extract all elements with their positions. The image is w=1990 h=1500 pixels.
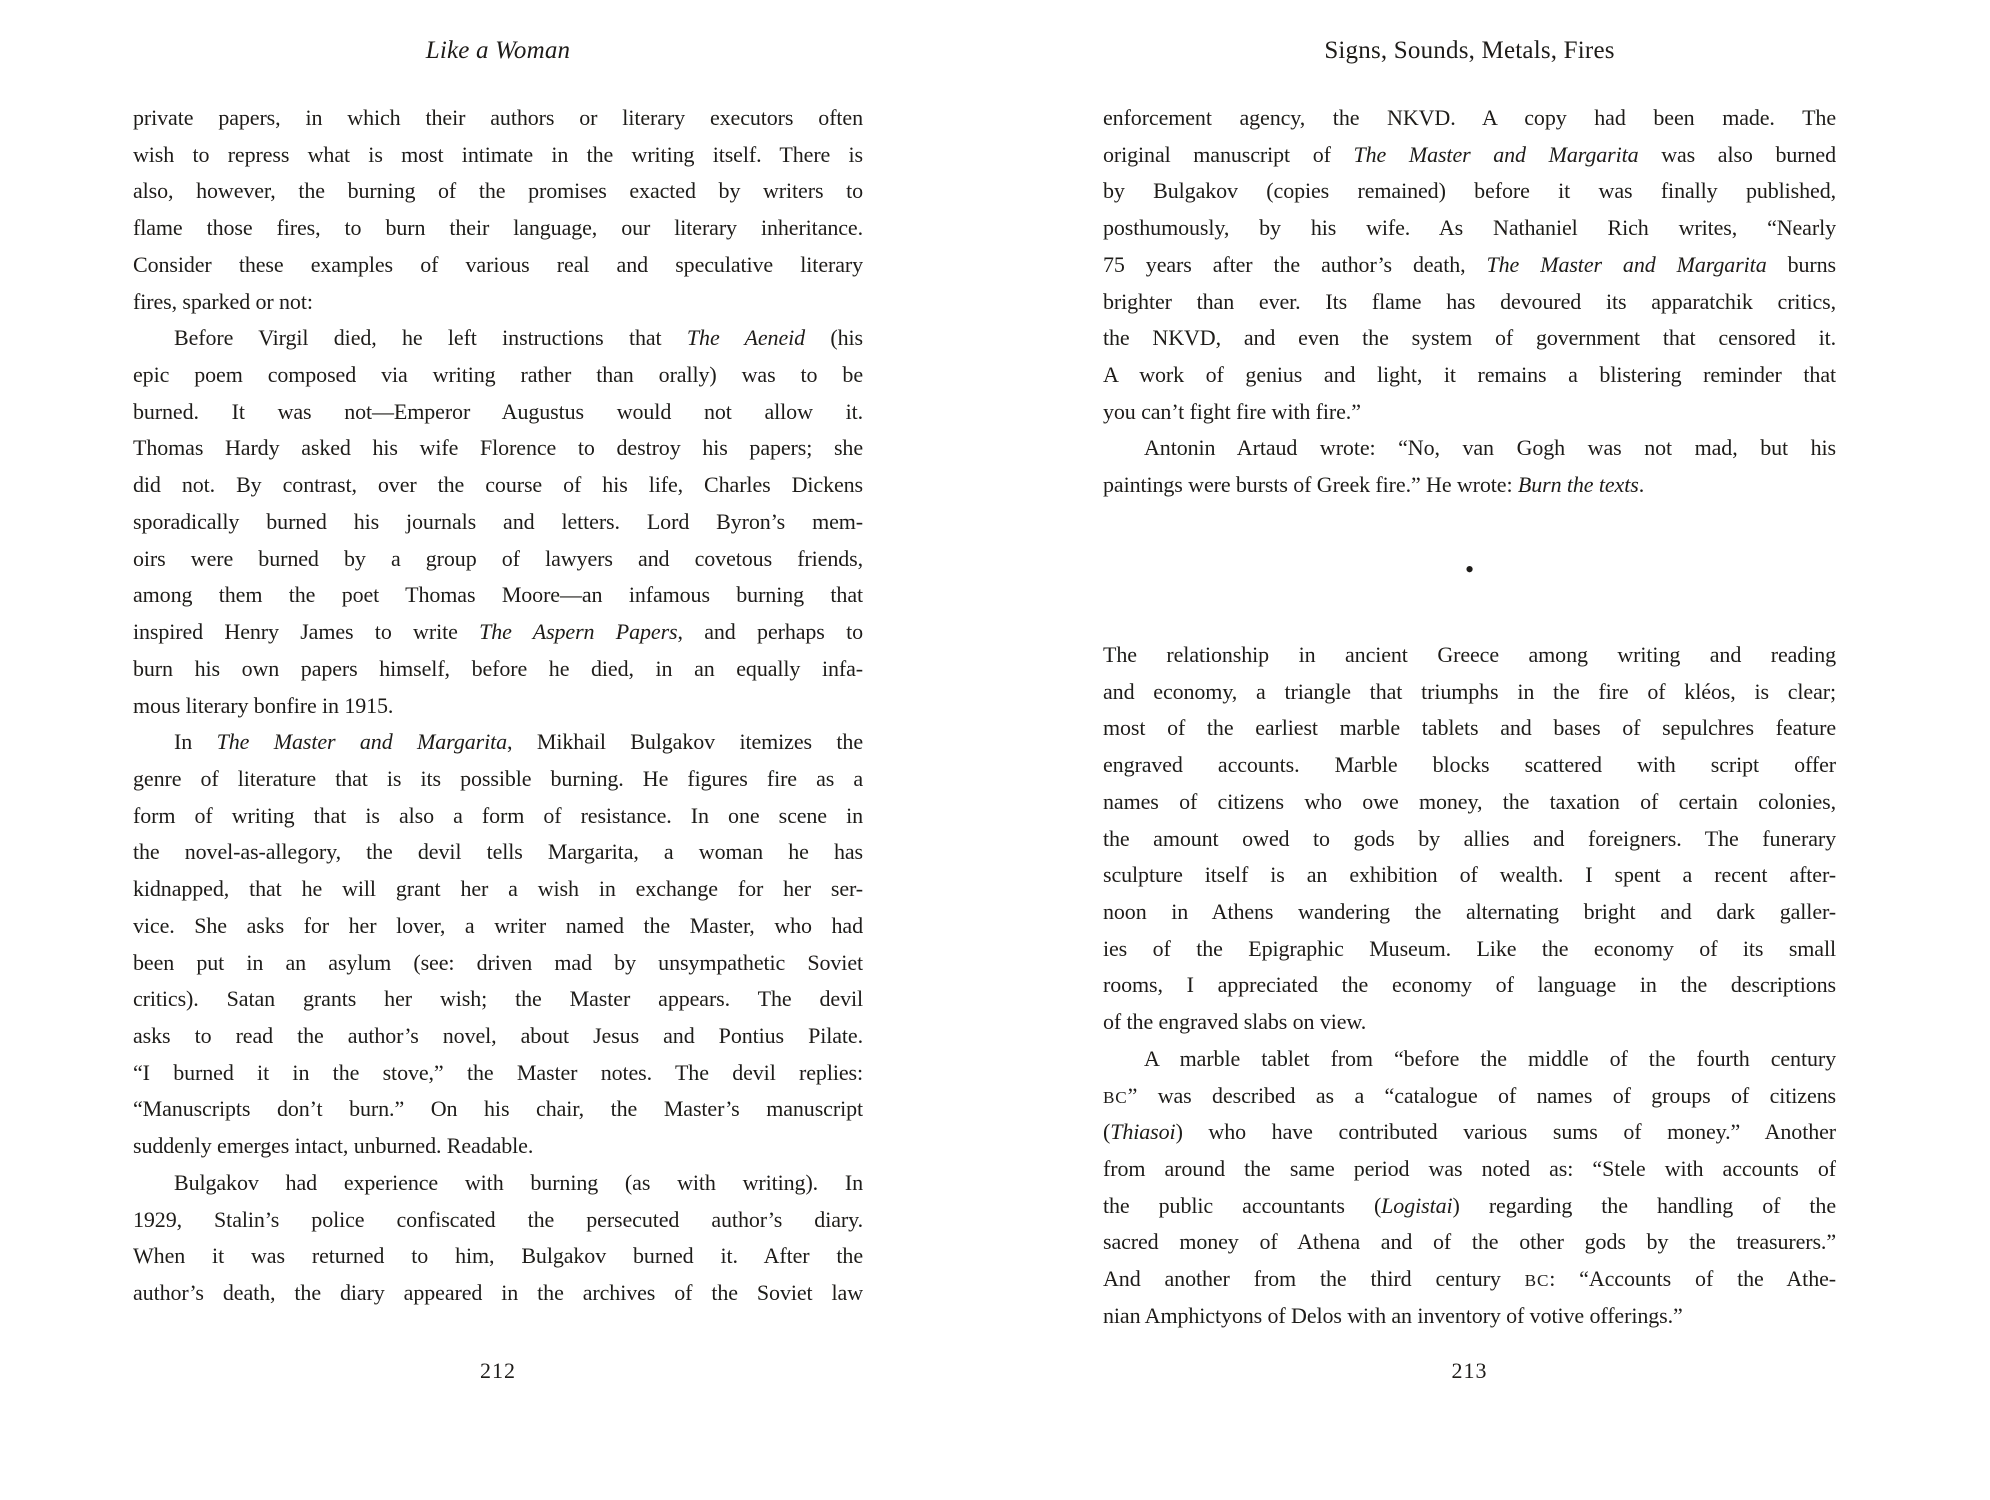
text-line: asks to read the author’s novel, about Jesus and Pontius Pilate.: [133, 1022, 863, 1048]
text-line: fires, sparked or not:: [133, 288, 313, 314]
paragraph: [1103, 637, 1836, 1041]
section-break-bullet: •: [1464, 555, 1474, 585]
text-line: burn his own papers himself, before he died, in an equally infa-: [133, 655, 863, 681]
right-page: [995, 0, 1990, 1500]
text-line: sculpture itself is an exhibition of wealth. I spent a recent after-: [1103, 862, 1836, 888]
text-line: 1929, Stalin’s police confiscated the persecuted author’s diary.: [133, 1206, 863, 1232]
text-line: “I burned it in the stove,” the Master notes. The devil replies:: [133, 1059, 863, 1085]
paragraph: [133, 724, 863, 1165]
paragraph: [1103, 430, 1836, 503]
text-line: oirs were burned by a group of lawyers and covetous friends,: [133, 545, 863, 571]
text-line: genre of literature that is its possible burning. He figures fire as a: [133, 765, 863, 791]
text-line: Before Virgil died, he left instructions that The Aeneid (his: [174, 325, 863, 351]
text-line: (Thiasoi) who have contributed various sums of money.” Another: [1103, 1119, 1836, 1145]
right-page-section-2: [1103, 637, 1836, 1335]
page-number-left: 212: [480, 1358, 516, 1383]
paragraph: [133, 100, 863, 320]
text-line: noon in Athens wandering the alternating bright and dark galler-: [1103, 898, 1836, 924]
text-line: The relationship in ancient Greece among writing and reading: [1103, 641, 1836, 667]
text-line: engraved accounts. Marble blocks scattered with script offer: [1103, 752, 1836, 778]
text-line: the novel-as-allegory, the devil tells Margarita, a woman he has: [133, 839, 863, 865]
text-line: form of writing that is also a form of resistance. In one scene in: [133, 802, 863, 828]
paragraph: [133, 1165, 863, 1312]
text-line: brighter than ever. Its flame has devoured its apparatchik critics,: [1103, 288, 1836, 314]
text-line: inspired Henry James to write The Aspern Papers, and perhaps to: [133, 619, 863, 645]
text-line: also, however, the burning of the promises exacted by writers to: [133, 178, 863, 204]
text-line: Consider these examples of various real and speculative literary: [133, 251, 863, 277]
text-line: critics). Satan grants her wish; the Master appears. The devil: [133, 986, 863, 1012]
text-line: “Manuscripts don’t burn.” On his chair, the Master’s manuscript: [133, 1096, 863, 1122]
text-line: When it was returned to him, Bulgakov burned it. After the: [133, 1243, 863, 1269]
text-line: ies of the Epigraphic Museum. Like the economy of its small: [1103, 935, 1836, 961]
text-line: kidnapped, that he will grant her a wish in exchange for her ser-: [133, 876, 863, 902]
text-line: sacred money of Athena and of the other gods by the treasurers.”: [1103, 1229, 1836, 1255]
text-line: did not. By contrast, over the course of his life, Charles Dickens: [133, 472, 863, 498]
text-line: Thomas Hardy asked his wife Florence to destroy his papers; she: [133, 435, 863, 461]
text-line: And another from the third century BC: “Accounts of the Athe-: [1103, 1266, 1836, 1292]
text-line: Antonin Artaud wrote: “No, van Gogh was not mad, but his: [1144, 435, 1836, 461]
text-line: wish to repress what is most intimate in the writing itself. There is: [133, 141, 863, 167]
text-line: you can’t fight fire with fire.”: [1103, 398, 1361, 424]
text-line: suddenly emerges intact, unburned. Readable.: [133, 1133, 534, 1159]
page-number-right: 213: [1451, 1358, 1488, 1383]
text-line: A work of genius and light, it remains a blistering reminder that: [1103, 362, 1836, 388]
text-line: private papers, in which their authors or literary executors often: [133, 105, 863, 130]
text-line: names of citizens who owe money, the taxation of certain colonies,: [1103, 788, 1836, 814]
text-line: of the engraved slabs on view.: [1103, 1009, 1367, 1035]
right-page-text: [1103, 100, 1836, 1335]
text-line: the public accountants (Logistai) regarding the handling of the: [1103, 1192, 1836, 1218]
text-line: and economy, a triangle that triumphs in the fire of kléos, is clear;: [1103, 678, 1836, 704]
text-line: epic poem composed via writing rather than orally) was to be: [133, 362, 863, 388]
text-line: the NKVD, and even the system of government that censored it.: [1103, 325, 1836, 351]
text-line: been put in an asylum (see: driven mad by unsympathetic Soviet: [133, 949, 863, 975]
text-line: original manuscript of The Master and Margarita was also burned: [1103, 141, 1836, 167]
text-line: nian Amphictyons of Delos with an inventory of votive offerings.”: [1103, 1302, 1683, 1328]
text-line: rooms, I appreciated the economy of language in the descriptions: [1103, 972, 1836, 998]
paragraph: [133, 320, 863, 724]
text-line: Bulgakov had experience with burning (as with writing). In: [174, 1169, 863, 1195]
text-line: A marble tablet from “before the middle of the fourth century: [1144, 1045, 1836, 1071]
text-line: among them the poet Thomas Moore—an infamous burning that: [133, 582, 863, 608]
left-page-text: [133, 100, 863, 1312]
running-header-left: Like a Woman: [425, 37, 571, 64]
running-header-right: Signs, Sounds, Metals, Fires: [1324, 37, 1615, 64]
text-line: BC” was described as a “catalogue of names of groups of citizens: [1103, 1082, 1836, 1108]
text-line: burned. It was not—Emperor Augustus would not allow it.: [133, 398, 863, 424]
text-line: posthumously, by his wife. As Nathaniel Rich writes, “Nearly: [1103, 215, 1836, 241]
paragraph: [1103, 100, 1836, 430]
text-line: mous literary bonfire in 1915.: [133, 692, 394, 718]
text-line: In The Master and Margarita, Mikhail Bulgakov itemizes the: [174, 729, 863, 755]
text-line: author’s death, the diary appeared in the archives of the Soviet law: [133, 1280, 863, 1305]
text-line: vice. She asks for her lover, a writer named the Master, who had: [133, 912, 863, 938]
text-line: by Bulgakov (copies remained) before it was finally published,: [1103, 178, 1836, 204]
text-line: from around the same period was noted as: “Stele with accounts of: [1103, 1155, 1836, 1181]
paragraph: [1103, 1041, 1836, 1335]
text-line: paintings were bursts of Greek fire.” He wrote: Burn the texts.: [1103, 472, 1645, 498]
right-page-section-1: [1103, 100, 1836, 504]
text-line: sporadically burned his journals and letters. Lord Byron’s mem-: [133, 508, 863, 534]
text-line: most of the earliest marble tablets and bases of sepulchres feature: [1103, 715, 1836, 741]
text-line: the amount owed to gods by allies and foreigners. The funerary: [1103, 825, 1836, 851]
text-line: flame those fires, to burn their language, our literary inheritance.: [133, 215, 863, 241]
text-line: 75 years after the author’s death, The Master and Margarita burns: [1103, 251, 1836, 277]
text-line: enforcement agency, the NKVD. A copy had been made. The: [1103, 105, 1836, 130]
